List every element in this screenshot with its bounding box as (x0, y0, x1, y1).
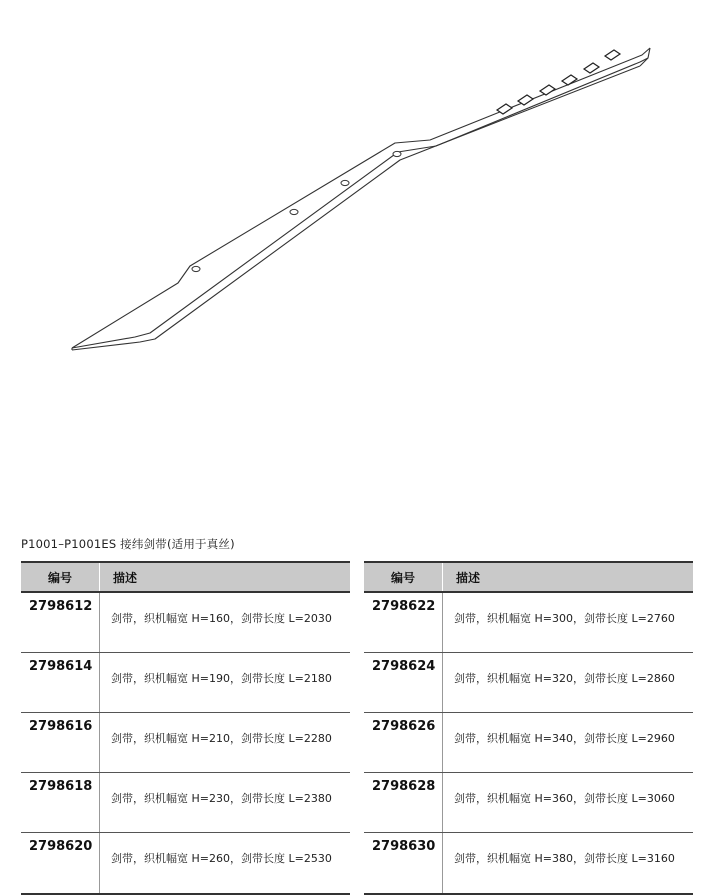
table-row (21, 833, 350, 895)
column-header-desc: 描述 (100, 562, 351, 592)
column-header-desc: 描述 (443, 562, 694, 592)
product-code: 2798620 (21, 833, 100, 895)
product-code: 2798612 (21, 592, 100, 653)
table-row (364, 773, 693, 833)
product-code: 2798616 (21, 713, 100, 773)
product-desc: 剑带，织机幅宽 H=340，剑带长度 L=2960 (443, 713, 694, 773)
table-row (364, 653, 693, 713)
table-row (21, 592, 350, 653)
column-header-code: 编号 (21, 562, 100, 592)
table-row (21, 773, 350, 833)
table-row (364, 833, 693, 895)
product-code: 2798618 (21, 773, 100, 833)
right-product-table (364, 561, 693, 895)
product-desc: 剑带，织机幅宽 H=380，剑带长度 L=3160 (443, 833, 694, 895)
product-desc: 剑带，织机幅宽 H=160，剑带长度 L=2030 (100, 592, 351, 653)
product-caption: P1001–P1001ES 接纬剑带(适用于真丝) (21, 537, 235, 551)
product-code: 2798628 (364, 773, 443, 833)
product-desc: 剑带，织机幅宽 H=320，剑带长度 L=2860 (443, 653, 694, 713)
hole-4 (393, 151, 401, 156)
product-desc: 剑带，织机幅宽 H=360，剑带长度 L=3060 (443, 773, 694, 833)
table-row (21, 713, 350, 773)
product-desc: 剑带，织机幅宽 H=260，剑带长度 L=2530 (100, 833, 351, 895)
hole-3 (341, 180, 349, 185)
column-header-code: 编号 (364, 562, 443, 592)
table-row (364, 592, 693, 653)
product-code: 2798626 (364, 713, 443, 773)
product-code: 2798624 (364, 653, 443, 713)
hole-2 (290, 209, 298, 214)
rapier-tape-drawing (0, 0, 710, 420)
product-code: 2798614 (21, 653, 100, 713)
product-code: 2798622 (364, 592, 443, 653)
product-desc: 剑带，织机幅宽 H=190，剑带长度 L=2180 (100, 653, 351, 713)
left-product-table (21, 561, 350, 895)
product-desc: 剑带，织机幅宽 H=230，剑带长度 L=2380 (100, 773, 351, 833)
product-desc: 剑带，织机幅宽 H=300，剑带长度 L=2760 (443, 592, 694, 653)
hole-1 (192, 266, 200, 271)
product-code: 2798630 (364, 833, 443, 895)
table-row (364, 713, 693, 773)
table-row (21, 653, 350, 713)
product-desc: 剑带，织机幅宽 H=210，剑带长度 L=2280 (100, 713, 351, 773)
